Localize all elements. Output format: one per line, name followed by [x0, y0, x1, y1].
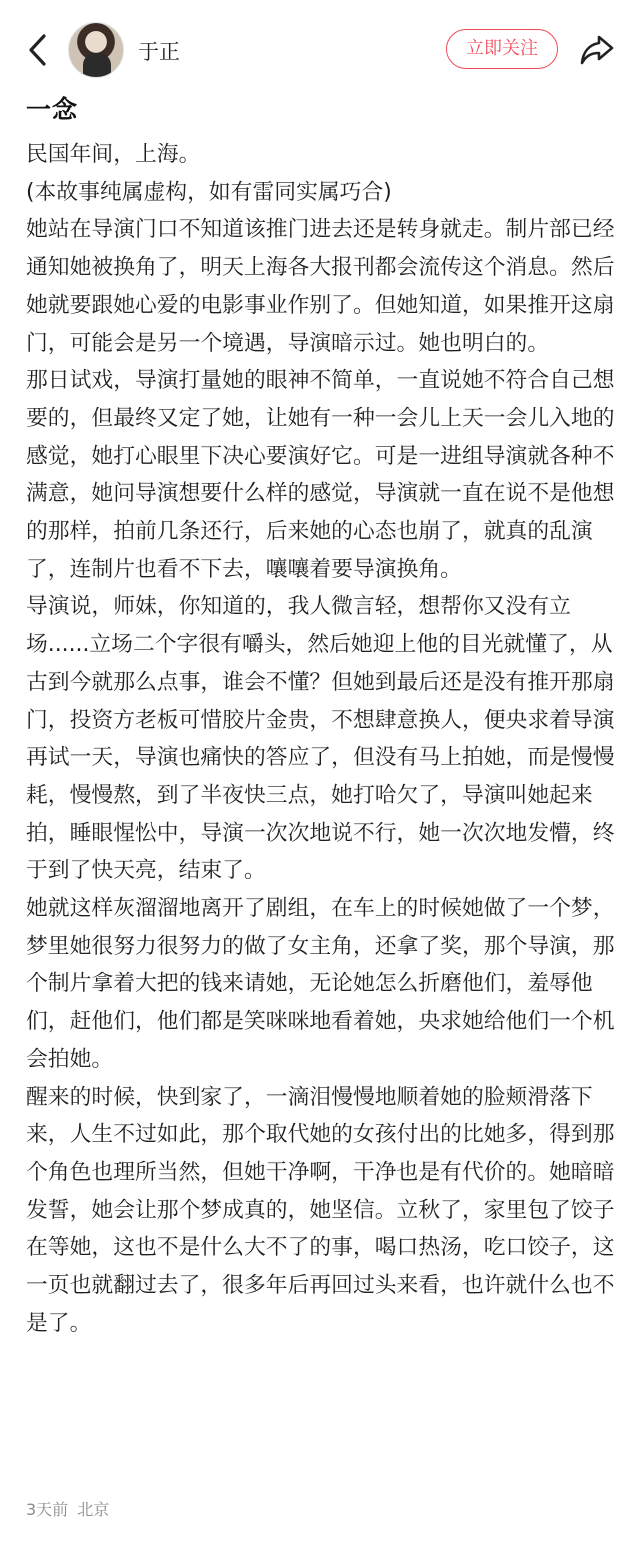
- post-title: 一念: [26, 95, 79, 124]
- paragraph: 那日试戏，导演打量她的眼神不简单，一直说她不符合自己想要的，但最终又定了她，让她有一种一会儿上天一会儿入地的感觉，她打心眼里下决心要演好它。可是一进组导演就各种不满意，她问导演想要什么样的感觉，导演就一直在说不是他想的那样，拍前几条还行，后来她的心态也崩了，就真的乱演了，连制片也看不下去，嚷嚷着要导演换角。: [26, 368, 615, 582]
- post-location: 北京: [77, 1500, 110, 1519]
- post-time: 3天前: [26, 1500, 69, 1519]
- chevron-left-icon: [22, 30, 56, 70]
- paragraph: 醒来的时候，快到家了，一滴泪慢慢地顺着她的脸颊滑落下来，人生不过如此，那个取代她的女孩付出的比她多，得到那个角色也理所当然，但她干净啊，干净也是有代价的。她暗暗发誓，她会让那个梦成真的，她坚信。立秋了，家里包了饺子在等她，这也不是什么大不了的事，喝口热汤，吃口饺子，这一页也就翻过去了，很多年后再回过头来看，也许就什么也不是了。: [26, 1084, 615, 1336]
- follow-button[interactable]: 立即关注: [446, 29, 558, 69]
- paragraph: 她就这样灰溜溜地离开了剧组，在车上的时候她做了一个梦，梦里她很努力很努力的做了女主角，还拿了奖，那个导演，那个制片拿着大把的钱来请她，无论她怎么折磨他们，羞辱他们，赶他们，他们都是笑咪咪地看着她，央求她给他们一个机会拍她。: [26, 896, 615, 1072]
- paragraph: 她站在导演门口不知道该推门进去还是转身就走。制片部已经通知她被换角了，明天上海各大报刊都会流传这个消息。然后她就要跟她心爱的电影事业作别了。但她知道，如果推开这扇门，可能会是另一个境遇，导演暗示过。她也明白的。: [26, 217, 615, 356]
- paragraph: (本故事纯属虚构，如有雷同实属巧合): [26, 179, 392, 205]
- share-arrow-icon: [578, 30, 616, 68]
- top-bar: [0, 0, 640, 96]
- paragraph: 民国年间，上海。: [26, 142, 201, 167]
- username[interactable]: 于正: [138, 40, 180, 64]
- avatar[interactable]: [68, 22, 124, 78]
- back-button[interactable]: [22, 30, 56, 70]
- share-button[interactable]: [578, 30, 616, 68]
- paragraph: 导演说，师妹，你知道的，我人微言轻，想帮你又没有立场......立场二个字很有嚼头，然后她迎上他的目光就懂了，从古到今就那么点事，谁会不懂？但她到最后还是没有推开那扇门，投资方老板可惜胶片金贵，不想肆意换人，便央求着导演再试一天，导演也痛快的答应了，但没有马上拍她，而是慢慢耗，慢慢熬，到了半夜快三点，她打哈欠了，导演叫她起来拍，睡眼惺忪中，导演一次次地说不行，她一次次地发懵，终于到了快天亮，结束了。: [26, 594, 615, 884]
- post-content: [26, 136, 622, 1343]
- post-meta: [26, 1497, 109, 1520]
- avatar-figure: [83, 53, 111, 78]
